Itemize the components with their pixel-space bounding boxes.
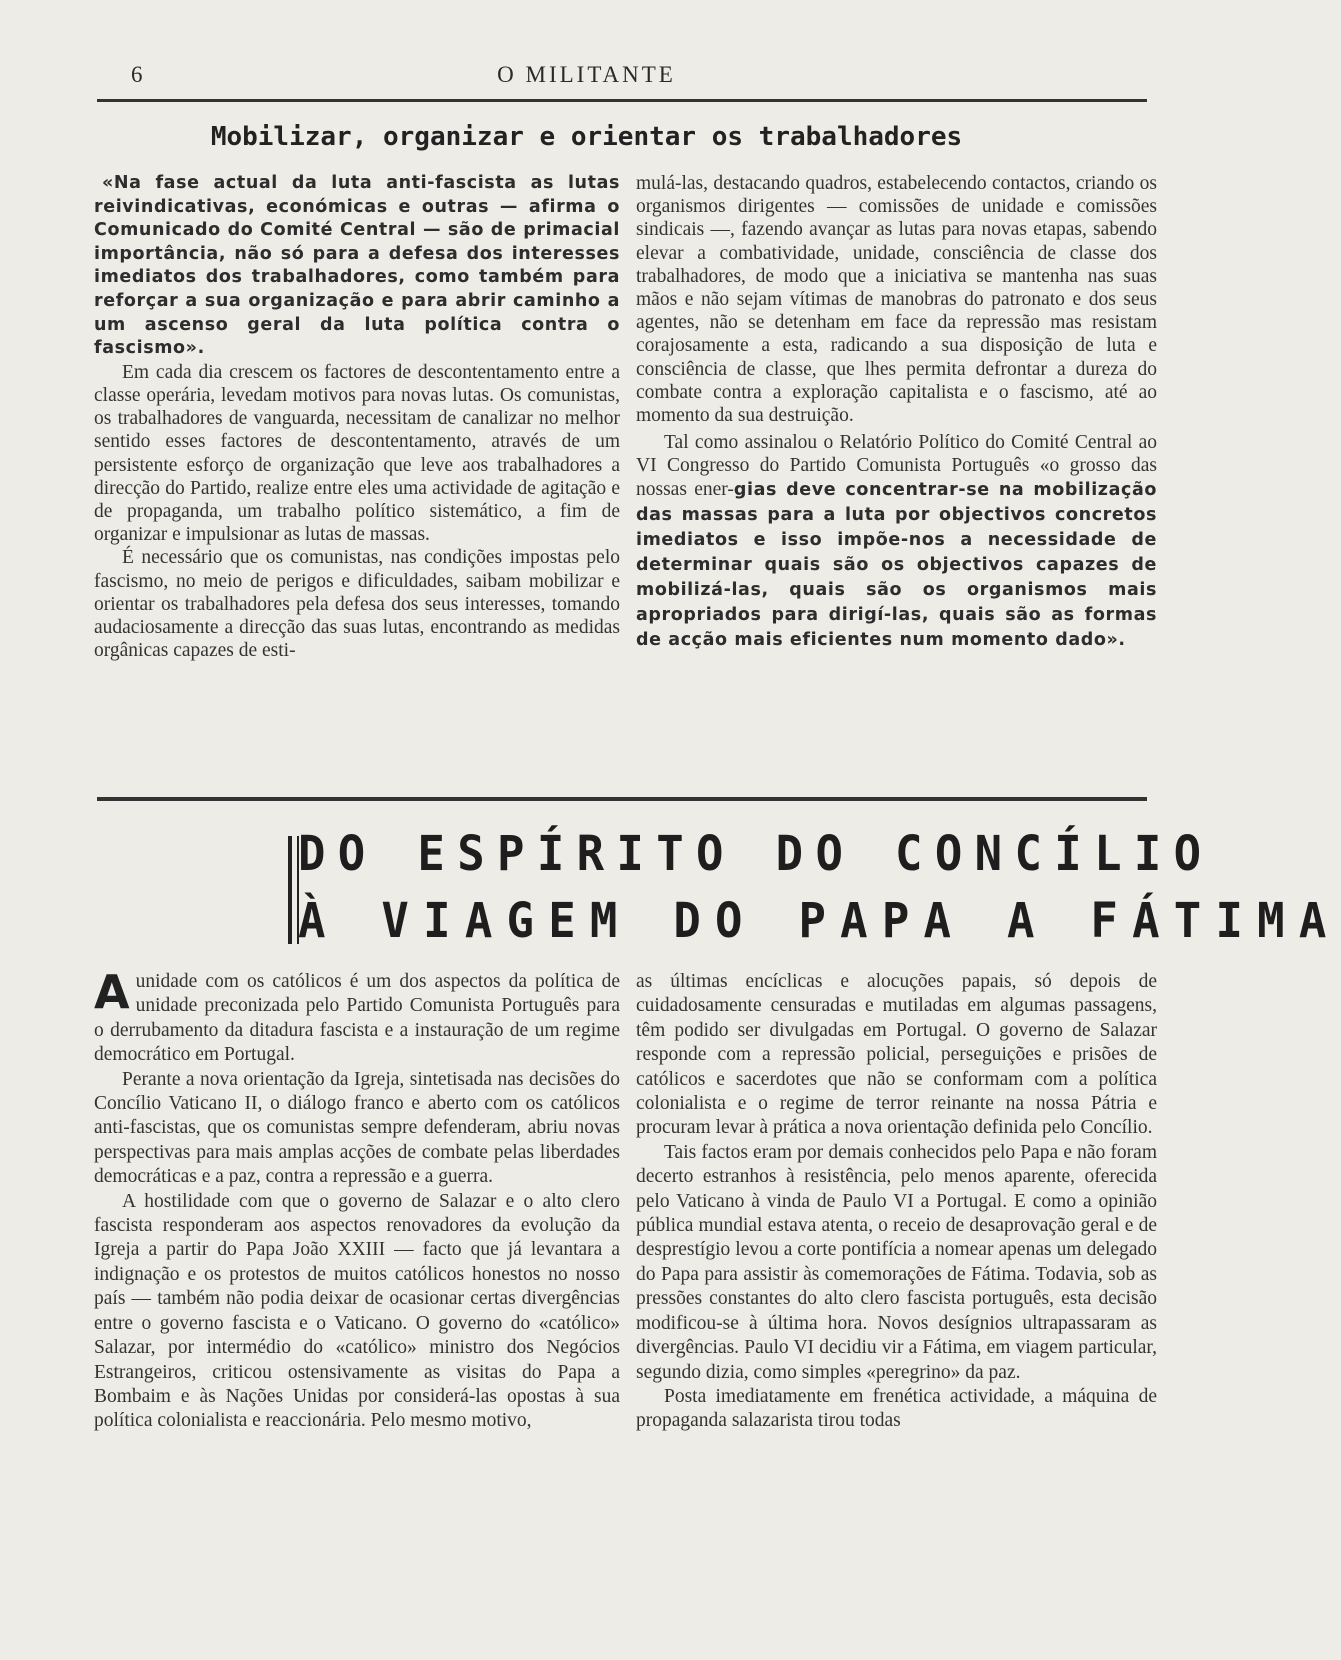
- article1-paragraph: Em cada dia crescem os factores de descontentamento entre a classe operária, levedam motivos para novas lutas. Os comunistas, os trabalhadores de vanguarda, necessitam de canalizar no melhor sentido esses factores de descontentamento, através de um persistente esforço de organização que leve aos trabalhadores a direcção do Partido, realize entre eles uma actividade de agitação e de propaganda, um trabalho político sistemático, a fim de organizar e impulsionar as lutas de massas.: [94, 361, 620, 546]
- article1-quote-paragraph: [636, 431, 1157, 652]
- article1-quote-bold: gias deve concentrar-se na mobilização das massas para a luta por objectivos concretos imediatos e isso impõe-nos a necessidade de determinar quais são os objectivos capazes de mobilizá-las, quais são os organismos mais apropriados para dirigí-las, quais são as formas de acção mais eficientes num momento dado».: [636, 479, 1157, 650]
- article2-left-column: [94, 965, 620, 1434]
- article2-paragraph-text: unidade com os católicos é um dos aspectos da política de unidade preconizada pelo Partido Comunista Português para o derrubamento da ditadura fascista e a instauração de um regime democrático em Portugal.: [94, 971, 620, 1066]
- article1-paragraph: É necessário que os comunistas, nas condições impostas pelo fascismo, no meio de perigos e dificuldades, saibam mobilizar e orientar os trabalhadores pela defesa dos seus interesses, tomando audaciosamente a direcção das suas lutas, encontrando as medidas orgânicas capazes de esti-: [94, 547, 620, 662]
- article1-right-column: [636, 172, 1157, 653]
- article2-title-line1: DO ESPÍRITO DO CONCÍLIO: [298, 826, 1214, 882]
- article2-paragraph: A hostilidade com que o governo de Salazar e o alto clero fascista responderam aos aspectos renovadores da evolução da Igreja a partir do Papa João XXIII — facto que já levantara a indignação e os protestos de muitos católicos honestos no nosso país — também não podia deixar de ocasionar certas divergências entre o governo fascista e o Vaticano. O governo do «católico» Salazar, por intermédio do «católico» ministro dos Negócios Estrangeiros, criticou ostensivamente as visitas do Papa a Bombaim e às Nações Unidas por considerá-las opostas à sua política colonialista e reaccionária. Pelo mesmo motivo,: [94, 1190, 620, 1432]
- article1-paragraph: mulá-las, destacando quadros, estabelecendo contactos, criando os organismos dirigentes — comissões de unidade e comissões sindicais —, fazendo avançar as lutas para novas etapas, sabendo elevar a combatividade, unidade, consciência de classe dos trabalhadores, de modo que a iniciativa se mantenha nas suas mãos e não sejam vítimas de manobras do patronato e dos seus agentes, não se detenham em face da repressão mas resistam corajosamente a esta, radicando a sua disposição de luta e consciência de classe, que lhes permita defrontar a dureza do combate contra a exploração capitalista e o fascismo, até ao momento da sua destruição.: [636, 173, 1157, 427]
- dropcap-letter: A: [94, 965, 130, 1019]
- header-rule: [97, 99, 1147, 102]
- publication-title: O MILITANTE: [497, 62, 676, 87]
- article-separator: [97, 797, 1147, 801]
- article1-title: Mobilizar, organizar e orientar os trabalhadores: [210, 122, 963, 152]
- article1-lead-quote: «Na fase actual da luta anti-fascista as lutas reivindicativas, económicas e outras — afirma o Comunicado do Comité Central — são de primacial importância, não só para a defesa dos interesses imediatos dos trabalhadores, como também para reforçar a sua organização e para abrir caminho a um ascenso geral da luta política contra o fascismo».: [94, 173, 620, 359]
- article2-right-column: [636, 970, 1157, 1434]
- article2-paragraph: [94, 965, 620, 1068]
- article1-quote-intro: Tal como assinalou o Relatório Político do Comité Central ao VI Congresso do Partido Comunista Português «o grosso das nossas ener-: [636, 432, 1157, 500]
- page-number: 6: [131, 62, 143, 87]
- article2-paragraph: as últimas encíclicas e alocuções papais, só depois de cuidadosamente censuradas e mutiladas em algumas passagens, têm podido ser divulgadas em Portugal. O governo de Salazar responde com a repressão policial, perseguições e prisões de católicos e sacerdotes que não se conformam com a política colonialista e o regime de terror reinante na nossa Pátria e procuram levar à prática a nova orientação definida pelo Concílio.: [636, 971, 1157, 1139]
- article2-title-line2: À VIAGEM DO PAPA A FÁTIMA: [298, 893, 1341, 949]
- article2-paragraph: Perante a nova orientação da Igreja, sintetisada nas decisões do Concílio Vaticano II, o diálogo franco e aberto com os católicos anti-fascistas, que os comunistas sempre defenderam, abriu novas perspectivas para mais amplas acções de combate pelas liberdades democráticas e a paz, contra a repressão e a guerra.: [94, 1068, 620, 1188]
- article1-left-column: [94, 172, 620, 662]
- article2-paragraph: Posta imediatamente em frenética actividade, a máquina de propaganda salazarista tirou todas: [636, 1385, 1157, 1432]
- title-bar-thick: [288, 836, 292, 944]
- article2-paragraph: Tais factos eram por demais conhecidos pelo Papa e não foram decerto estranhos à resistência, pelo menos aparente, oferecida pelo Vaticano à vinda de Paulo VI a Portugal. E como a opinião pública mundial estava atenta, o receio de desaprovação geral e de desprestígio levou a corte pontifícia a nomear apenas um delegado do Papa para assistir às comemorações de Fátima. Todavia, sob as pressões constantes do alto clero fascista português, esta decisão modificou-se à última hora. Novos desígnios ultrapassaram as divergências. Paulo VI decidiu vir a Fátima, em viagem particular, segundo dizia, como simples «peregrino» da paz.: [636, 1141, 1157, 1383]
- page-header: [0, 62, 1173, 98]
